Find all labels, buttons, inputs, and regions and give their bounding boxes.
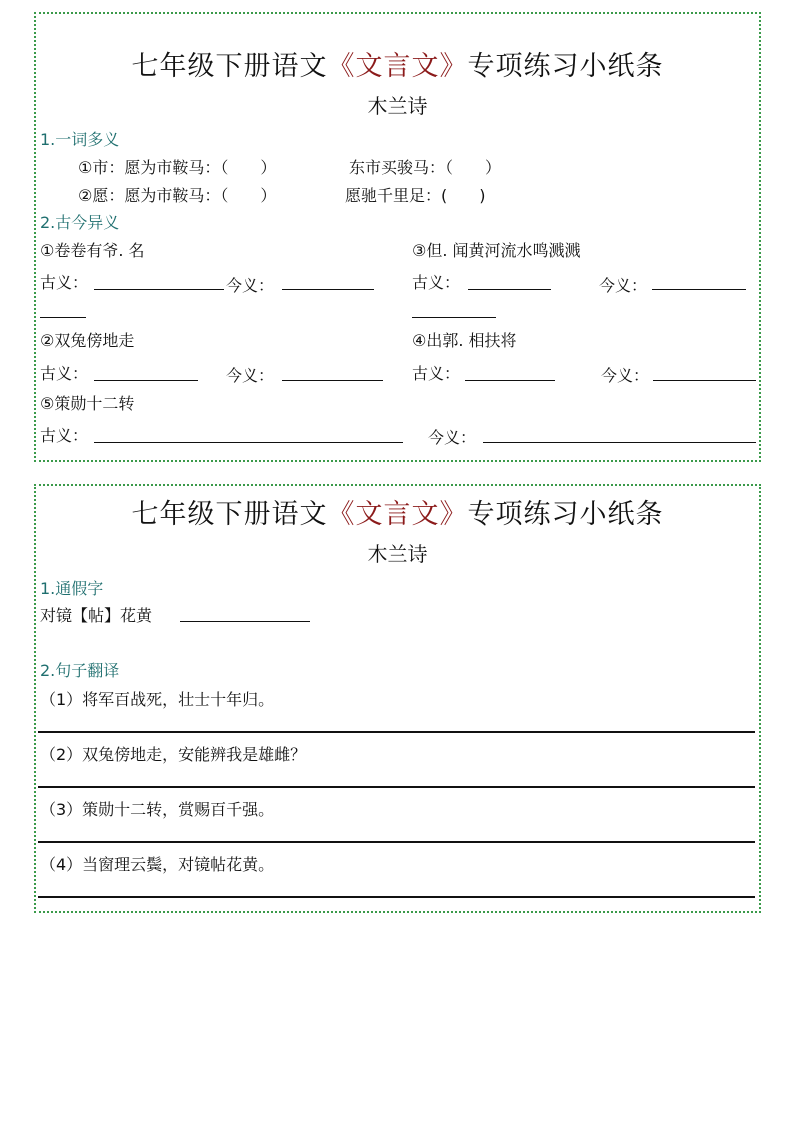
gujin-item-3-label: ③但. 闻黄河流水鸣溅溅 — [412, 241, 581, 260]
gujin-item-2-gu-blank[interactable] — [94, 380, 198, 381]
translation-sentence-1: （1）将军百战死，壮士十年归。 — [40, 690, 275, 709]
gujin-item-2-jin-label: 今义： — [226, 366, 275, 385]
gujin-item-5-gu-blank[interactable] — [94, 442, 403, 443]
gujin-item-5-jin-blank[interactable] — [483, 442, 756, 443]
title-suffix: 专项练习小纸条 — [467, 51, 664, 82]
gujin-item-3-gu-label: 古义： — [412, 273, 461, 292]
worksheet-card-1 — [34, 12, 761, 462]
title-prefix: 七年级下册语文 — [131, 51, 328, 82]
gujin-item-4-gu-blank[interactable] — [465, 380, 555, 381]
card1-title — [36, 44, 759, 83]
gujin-item-5-jin-label: 今义： — [428, 428, 477, 447]
gujin-item-3-jin-label: 今义： — [599, 276, 648, 295]
title-suffix: 专项练习小纸条 — [467, 499, 664, 530]
gujin-item-4-jin-blank[interactable] — [653, 380, 756, 381]
gujin-item-1-jin-blank[interactable] — [282, 289, 374, 290]
section-translation-heading: 2.句子翻译 — [40, 661, 120, 680]
section-tongjia-heading: 1.通假字 — [40, 579, 104, 598]
gujin-item-2-gu-label: 古义： — [40, 364, 89, 383]
translation-answer-line-4[interactable] — [38, 896, 755, 898]
polysemy-1-left: ①市：愿为市鞍马：（ ） — [78, 158, 277, 177]
gujin-item-1-gu-blank[interactable] — [94, 289, 224, 290]
gujin-item-1-jin-label: 今义： — [226, 276, 275, 295]
tongjia-text: 对镜【帖】花黄 — [40, 606, 153, 625]
gujin-item-2-jin-blank[interactable] — [282, 380, 383, 381]
gujin-item-3-gu-blank[interactable] — [468, 289, 551, 290]
gujin-item-1-gu-label: 古义： — [40, 273, 89, 292]
translation-sentence-3: （3）策勋十二转，赏赐百千强。 — [40, 800, 275, 819]
translation-sentence-2: （2）双兔傍地走，安能辨我是雄雌？ — [40, 745, 307, 764]
polysemy-1-right: 东市买骏马：（ ） — [349, 158, 502, 177]
translation-answer-line-2[interactable] — [38, 786, 755, 788]
section-polysemy-heading: 1.一词多义 — [40, 130, 120, 149]
translation-answer-line-3[interactable] — [38, 841, 755, 843]
translation-answer-line-1[interactable] — [38, 731, 755, 733]
gujin-item-1-label: ①卷卷有爷. 名 — [40, 241, 145, 260]
gujin-item-2-label: ②双兔傍地走 — [40, 331, 135, 350]
gujin-item-5-label: ⑤策勋十二转 — [40, 394, 135, 413]
gujin-item-5-gu-label: 古义： — [40, 426, 89, 445]
tongjia-blank[interactable] — [180, 621, 310, 622]
gujin-item-3-jin-blank[interactable] — [652, 289, 746, 290]
polysemy-2-left: ②愿：愿为市鞍马：（ ） — [78, 186, 277, 205]
card1-subtitle: 木兰诗 — [367, 94, 428, 118]
section-gujin-heading: 2.古今异义 — [40, 213, 120, 232]
gujin-item-1-jin-blank-cont[interactable] — [40, 317, 86, 318]
polysemy-2-right: 愿驰千里足：( ) — [345, 186, 486, 205]
worksheet-card-2 — [34, 484, 761, 913]
gujin-item-4-gu-label: 古义： — [412, 364, 461, 383]
gujin-item-4-label: ④出郭. 相扶将 — [412, 331, 517, 350]
title-highlight: 《文言文》 — [327, 499, 468, 530]
title-prefix: 七年级下册语文 — [131, 499, 328, 530]
gujin-item-4-jin-label: 今义： — [601, 366, 650, 385]
title-highlight: 《文言文》 — [327, 51, 468, 82]
translation-sentence-4: （4）当窗理云鬓，对镜帖花黄。 — [40, 855, 275, 874]
card2-subtitle: 木兰诗 — [367, 542, 428, 566]
card2-title — [36, 492, 759, 531]
gujin-item-3-jin-blank-cont[interactable] — [412, 317, 496, 318]
